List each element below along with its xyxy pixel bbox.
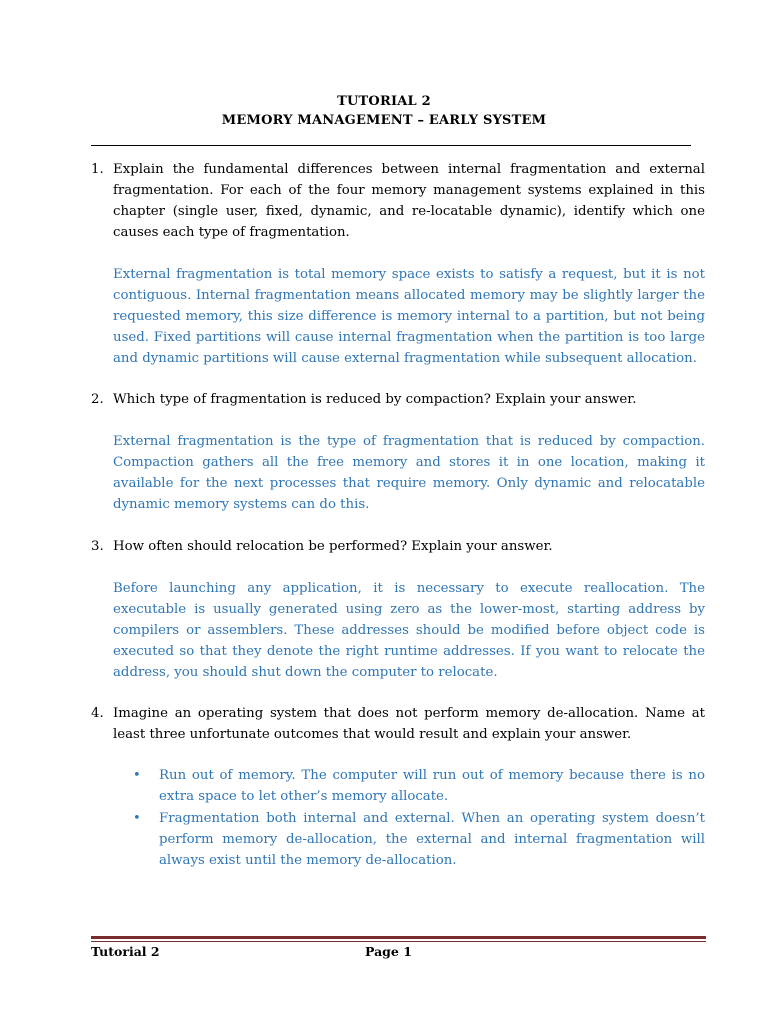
question-text: Explain the fundamental differences between internal fragmentation and external fragmentation. For each of the four memory management systems explained in this chapter (single user, fixed, dynamic, and re-locatable dynamic), identify which one causes each type of fragmentation.	[113, 162, 705, 240]
question-number: 4.	[91, 706, 104, 721]
question-text: Which type of fragmentation is reduced by compaction? Explain your answer.	[113, 392, 637, 407]
answer-text: External fragmentation is the type of fragmentation that is reduced by compaction. Compaction gathers all the free memory and stores it in one location, making it available for the next processes that require memory. Only dynamic and relocatable dynamic memory systems can do this.	[113, 434, 705, 512]
answer-text: Before launching any application, it is necessary to execute reallocation. The executable is usually generated using zero as the lower-most, starting address by compilers or assemblers. These addresses should be modified before object code is executed so that they denote the right runtime addresses. If you want to relocate the address, you should shut down the computer to relocate.	[113, 581, 705, 680]
question-number: 1.	[91, 162, 104, 177]
footer-page-number: Page 1	[365, 944, 412, 959]
bullet-icon: •	[133, 768, 141, 783]
document-subtitle: MEMORY MANAGEMENT – EARLY SYSTEM	[221, 113, 547, 128]
question-text: How often should relocation be performed? Explain your answer.	[113, 539, 553, 554]
header-divider	[91, 145, 691, 146]
bullet-item: Fragmentation both internal and external. When an operating system doesn’t perform memory de-allocation, the external and internal fragmentation will always exist until the memory de-allocation.	[159, 811, 705, 868]
bullet-item: Run out of memory. The computer will run out of memory because there is no extra space to let other’s memory allocate.	[159, 768, 705, 804]
question-text: Imagine an operating system that does not perform memory de-allocation. Name at least three unfortunate outcomes that would result and explain your answer.	[113, 706, 705, 742]
question-number: 2.	[91, 392, 104, 407]
document-title: TUTORIAL 2	[337, 94, 431, 109]
bullet-icon: •	[133, 811, 141, 826]
footer-divider-thick	[91, 936, 706, 939]
question-number: 3.	[91, 539, 104, 554]
answer-text: External fragmentation is total memory space exists to satisfy a request, but it is not contiguous. Internal fragmentation means allocated memory may be slightly larger the requested memory, this size difference is memory internal to a partition, but not being used. Fixed partitions will cause internal fragmentation when the partition is too large and dynamic partitions will cause external fragmentation while subsequent allocation.	[113, 267, 705, 366]
footer-divider-thin	[91, 941, 706, 942]
footer-tutorial-label: Tutorial 2	[91, 944, 160, 959]
